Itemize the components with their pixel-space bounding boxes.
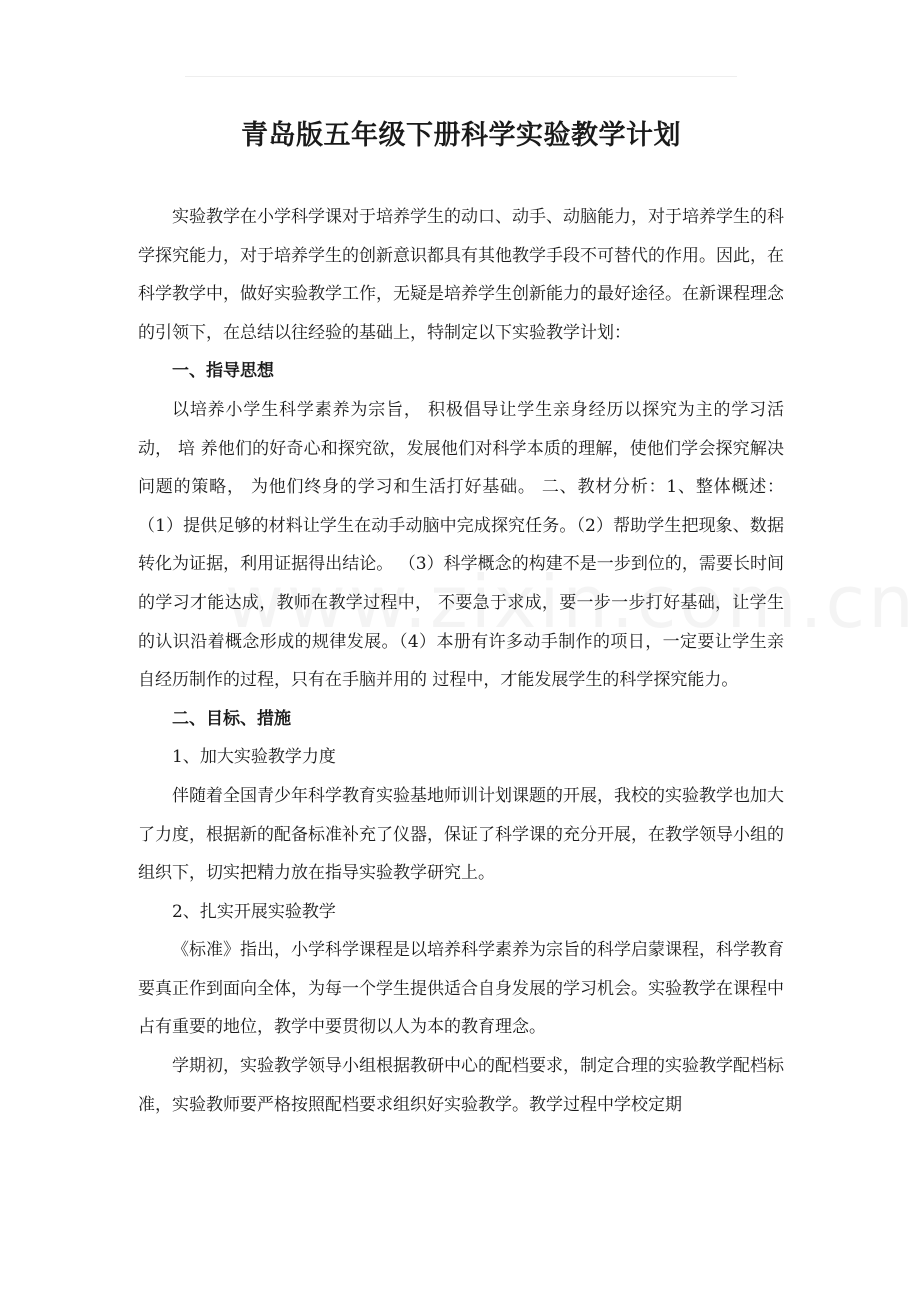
body-paragraph: 伴随着全国青少年科学教育实验基地师训计划课题的开展，我校的实验教学也加大了力度，根据新的配备标准补充了仪器，保证了科学课的充分开展，在教学领导小组的组织下，切实把精力放在指导实验教学研究上。 <box>138 785 784 884</box>
document-body <box>138 198 784 1124</box>
section-heading: 一、指导思想 <box>172 361 274 382</box>
body-paragraph: 2、扎实开展实验教学 <box>172 901 336 922</box>
header-rule <box>185 76 737 77</box>
body-paragraph: 1、加大实验教学力度 <box>172 747 336 768</box>
body-paragraph: 学期初，实验教学领导小组根据教研中心的配档要求，制定合理的实验教学配档标准，实验教师要严格按照配档要求组织好实验教学。教学过程中学校定期 <box>138 1056 784 1115</box>
body-paragraph: 实验教学在小学科学课对于培养学生的动口、动手、动脑能力，对于培养学生的科学探究能力，对于培养学生的创新意识都具有其他教学手段不可替代的作用。因此，在科学教学中，做好实验教学工作，无疑是培养学生创新能力的最好途径。在新课程理念的引领下，在总结以往经验的基础上，特制定以下实验教学计划： <box>138 207 784 343</box>
body-paragraph: 《标准》指出，小学科学课程是以培养科学素养为宗旨的科学启蒙课程，科学教育要真正作到面向全体，为每一个学生提供适合自身发展的学习机会。实验教学在课程中占有重要的地位，教学中要贯彻以人为本的教育理念。 <box>138 940 784 1038</box>
section-heading: 二、目标、措施 <box>172 708 291 729</box>
document-page <box>138 112 784 1124</box>
body-paragraph: 以培养小学生科学素养为宗旨， 积极倡导让学生亲身经历以探究为主的学习活动， 培 养他们的好奇心和探究欲，发展他们对科学本质的理解，使他们学会探究解决问题的策略， 为他们终身的学习和生活打好基础。 二、教材分析：1、整体概述： （1）提供足够的材料让学生在动手动脑中完成探究任务。（2）帮助学生把现象、数据转化为证据，利用证据得出结论。 （3）科学概念的构建不是一步到位的，需要长时间的学习才能达成，教师在教学过程中， 不要急于求成，要一步一步打好基础，让学生的认识沿着概念形成的规律发展。（4）本册有许多动手制作的项日，一定要让学生亲自经历制作的过程，只有在手脑并用的 过程中，才能发展学生的科学探究能力。 <box>138 399 784 691</box>
document-title: 青岛版五年级下册科学实验教学计划 <box>241 120 681 151</box>
